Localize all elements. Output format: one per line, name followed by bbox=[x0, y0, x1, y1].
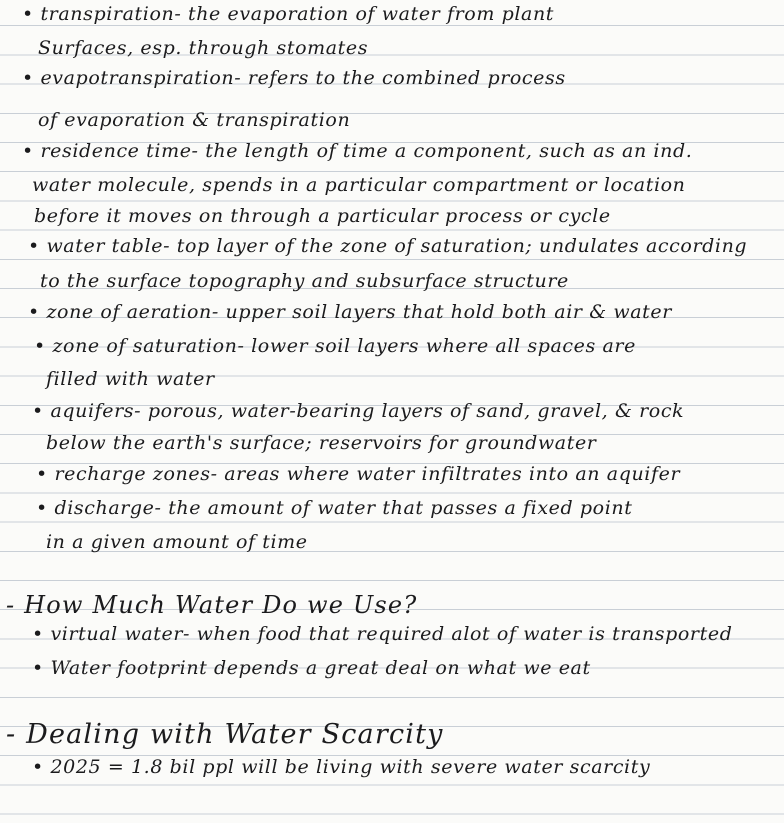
note-line-zone-of-aeration: • zone of aeration- upper soil layers that hold both air & water bbox=[28, 301, 672, 323]
note-line-residence-time-cont-2: before it moves on through a particular process or cycle bbox=[34, 205, 611, 227]
note-line-zone-of-saturation-cont: filled with water bbox=[46, 368, 215, 390]
note-line-discharge: • discharge- the amount of water that passes a fixed point bbox=[36, 497, 633, 519]
note-line-evapotranspiration-cont: of evaporation & transpiration bbox=[38, 109, 351, 131]
section-heading-water-scarcity: - Dealing with Water Scarcity bbox=[6, 719, 444, 750]
note-line-water-table: • water table- top layer of the zone of saturation; undulates according bbox=[28, 235, 748, 257]
section-heading-water-use: - How Much Water Do we Use? bbox=[6, 591, 418, 619]
note-line-residence-time: • residence time- the length of time a component, such as an ind. bbox=[22, 140, 693, 162]
note-line-water-footprint: • Water footprint depends a great deal on what we eat bbox=[32, 657, 591, 679]
note-line-discharge-cont: in a given amount of time bbox=[46, 531, 308, 553]
note-line-aquifers-cont: below the earth's surface; reservoirs for groundwater bbox=[46, 432, 597, 454]
note-line-evapotranspiration: • evapotranspiration- refers to the combined process bbox=[22, 67, 566, 89]
note-line-aquifers: • aquifers- porous, water-bearing layers of sand, gravel, & rock bbox=[32, 400, 685, 422]
note-line-zone-of-saturation: • zone of saturation- lower soil layers where all spaces are bbox=[34, 335, 636, 357]
note-line-virtual-water: • virtual water- when food that required alot of water is transported bbox=[32, 623, 733, 645]
note-line-2025-projection: • 2025 = 1.8 bil ppl will be living with severe water scarcity bbox=[32, 756, 651, 778]
note-line-water-table-cont: to the surface topography and subsurface structure bbox=[40, 270, 569, 292]
note-line-transpiration-cont: Surfaces, esp. through stomates bbox=[38, 37, 369, 59]
note-line-recharge-zones: • recharge zones- areas where water infiltrates into an aquifer bbox=[36, 463, 681, 485]
note-line-residence-time-cont-1: water molecule, spends in a particular compartment or location bbox=[32, 174, 686, 196]
note-line-transpiration: • transpiration- the evaporation of water from plant bbox=[22, 3, 555, 25]
